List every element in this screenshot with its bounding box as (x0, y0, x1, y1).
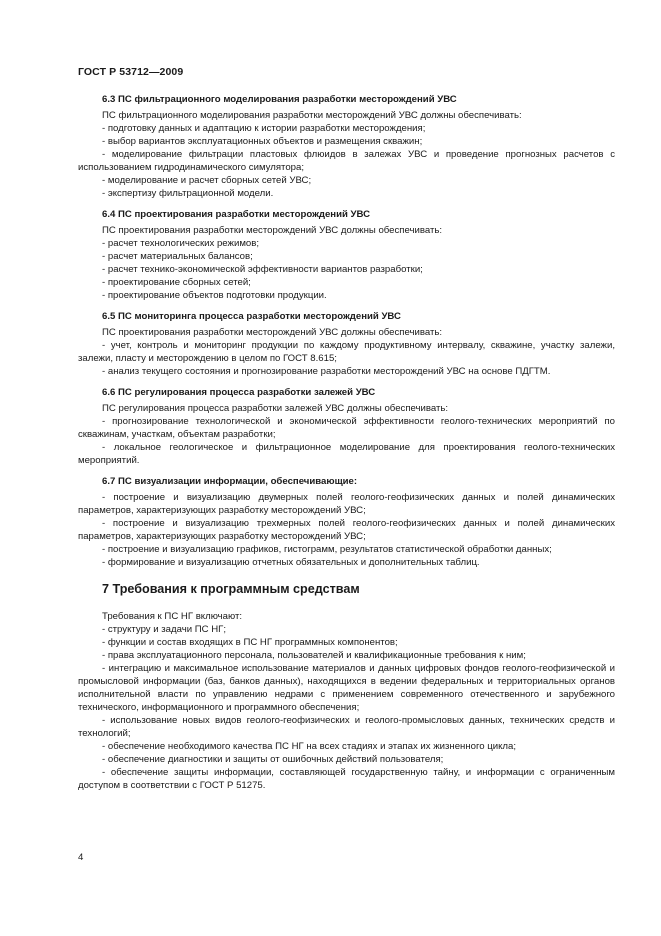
section-6-3 (78, 93, 615, 200)
list-item: - использование новых видов геолого-геофизических и геолого-промысловых данных, технических средств и технологий; (78, 715, 615, 739)
list-item: - экспертизу фильтрационной модели. (102, 188, 274, 199)
list-item: - построение и визуализацию графиков, гистограмм, результатов статистической обработки данных; (102, 544, 552, 555)
section-6-7 (78, 475, 615, 569)
list-item: - расчет материальных балансов; (102, 251, 253, 262)
section-heading: 6.7 ПС визуализации информации, обеспечивающие: (102, 476, 358, 487)
list-item: - обеспечение диагностики и защиты от ошибочных действий пользователя; (102, 754, 444, 765)
chapter-heading: 7 Требования к программным средствам (102, 582, 360, 596)
page-content (78, 93, 615, 792)
list-item: - прогнозирование технологической и экономической эффективности геолого-технических мероприятий по скважинам, участкам, объектам разработки; (78, 416, 615, 440)
list-item: - проектирование сборных сетей; (102, 277, 251, 288)
section-6-6 (78, 386, 615, 467)
document-header: ГОСТ Р 53712—2009 (78, 66, 184, 78)
page-number: 4 (78, 852, 84, 863)
list-item: - учет, контроль и мониторинг продукции по каждому продуктивному интервалу, скважине, участку залежи, залежи, пласту и месторождению в целом по ГОСТ 8.615; (78, 340, 615, 364)
list-item: - обеспечение необходимого качества ПС НГ на всех стадиях и этапах их жизненного цикла; (102, 741, 517, 752)
list-item: - структуру и задачи ПС НГ; (102, 624, 227, 635)
section-intro: ПС фильтрационного моделирования разработки месторождений УВС должны обеспечивать: (102, 110, 522, 121)
list-item: - моделирование фильтрации пластовых флюидов в залежах УВС и проведение прогнозных расчетов с использованием гидродинамического симулятора; (78, 149, 615, 173)
section-6-4 (78, 208, 615, 302)
section-6-5 (78, 310, 615, 378)
list-item: - локальное геологическое и фильтрационное моделирование для проектирования геолого-технических мероприятий. (78, 442, 615, 466)
list-item: - подготовку данных и адаптацию к истории разработки месторождения; (102, 123, 426, 134)
list-item: - выбор вариантов эксплуатационных объектов и размещения скважин; (102, 136, 423, 147)
chapter-7-body (78, 610, 615, 792)
list-item: - функции и состав входящих в ПС НГ программных компонентов; (102, 637, 398, 648)
list-item: - расчет технологических режимов; (102, 238, 260, 249)
list-item: - формирование и визуализацию отчетных обязательных и дополнительных таблиц. (102, 557, 480, 568)
section-heading: 6.3 ПС фильтрационного моделирования разработки месторождений УВС (102, 94, 457, 105)
list-item: - анализ текущего состояния и прогнозирование разработки месторождений УВС на основе ПДГТМ. (102, 366, 551, 377)
section-intro: ПС регулирования процесса разработки залежей УВС должны обеспечивать: (102, 403, 449, 414)
section-intro: ПС проектирования разработки месторождений УВС должны обеспечивать: (102, 327, 443, 338)
list-item: - права эксплуатационного персонала, пользователей и квалификационные требования к ним; (102, 650, 526, 661)
list-item: - проектирование объектов подготовки продукции. (102, 290, 327, 301)
section-heading: 6.4 ПС проектирования разработки месторождений УВС (102, 209, 371, 220)
chapter-intro: Требования к ПС НГ включают: (102, 611, 243, 622)
list-item: - построение и визуализацию двумерных полей геолого-геофизических данных и полей динамических параметров, характеризующих разработку месторождений УВС; (78, 492, 615, 516)
list-item: - обеспечение защиты информации, составляющей государственную тайну, и информации с ограниченным доступом в соответствии с ГОСТ Р 51275. (78, 767, 615, 791)
section-heading: 6.6 ПС регулирования процесса разработки залежей УВС (102, 387, 376, 398)
section-intro: ПС проектирования разработки месторождений УВС должны обеспечивать: (102, 225, 443, 236)
list-item: - расчет технико-экономической эффективности вариантов разработки; (102, 264, 423, 275)
list-item: - интеграцию и максимальное использование материалов и данных цифровых фондов геолого-геофизической и промысловой информации (баз, банков данных), находящихся в ведении федеральных и территориальных органов исполнительной власти по управлению недрами с применением современного отечественного и зарубежного технического, информационного и программного обеспечения; (78, 663, 615, 713)
list-item: - моделирование и расчет сборных сетей УВС; (102, 175, 312, 186)
section-heading: 6.5 ПС мониторинга процесса разработки месторождений УВС (102, 311, 401, 322)
list-item: - построение и визуализацию трехмерных полей геолого-геофизических данных и полей динамических параметров, характеризующих разработку месторождений УВС; (78, 518, 615, 542)
